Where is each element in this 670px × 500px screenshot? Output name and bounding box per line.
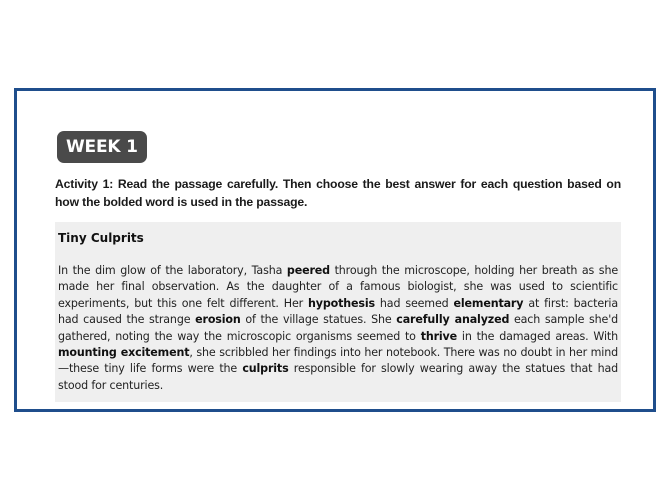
worksheet-frame [14,88,656,412]
passage-text: had seemed [374,296,454,310]
vocab-word-carefully-analyzed: carefully analyzed [396,313,510,327]
vocab-word-culprits: culprits [242,362,289,376]
activity-instructions: Activity 1: Read the passage carefully. Then choose the best answer for each question based on how the bolded word is used in the passage. [55,177,621,209]
vocab-word-thrive: thrive [420,329,458,343]
vocab-word-mounting-excitement: mounting excitement [58,346,190,360]
passage-text: of the village statues. She [240,313,397,327]
vocab-word-peered: peered [286,264,330,277]
vocab-word-elementary: elementary [453,296,524,310]
passage-text: at first: bacteria had caused the strange [58,296,618,327]
passage-text: each sample she'd gathered, noting the way the microscopic organisms seemed to [58,313,619,343]
passage-body [58,263,618,394]
passage-text: responsible for slowly wearing away the statues that had stood for centuries. [58,362,618,392]
vocab-word-hypothesis: hypothesis [308,296,375,310]
passage-text: , she scribbled her findings into her notebook. There was no doubt in her mind—these tiny life forms were the [58,346,618,376]
passage-box [55,222,621,402]
passage-text: through the microscope, holding her breath as she made her final observation. As the daughter of a famous biologist, she was used to scientific experiments, but this one felt different. Her [58,264,618,310]
week-badge: WEEK 1 [57,131,147,163]
vocab-word-erosion: erosion [195,313,241,327]
passage-title: Tiny Culprits [58,231,144,245]
passage-text: In the dim glow of the laboratory, Tasha [58,264,287,277]
passage-text: in the damaged areas. With [457,329,618,343]
